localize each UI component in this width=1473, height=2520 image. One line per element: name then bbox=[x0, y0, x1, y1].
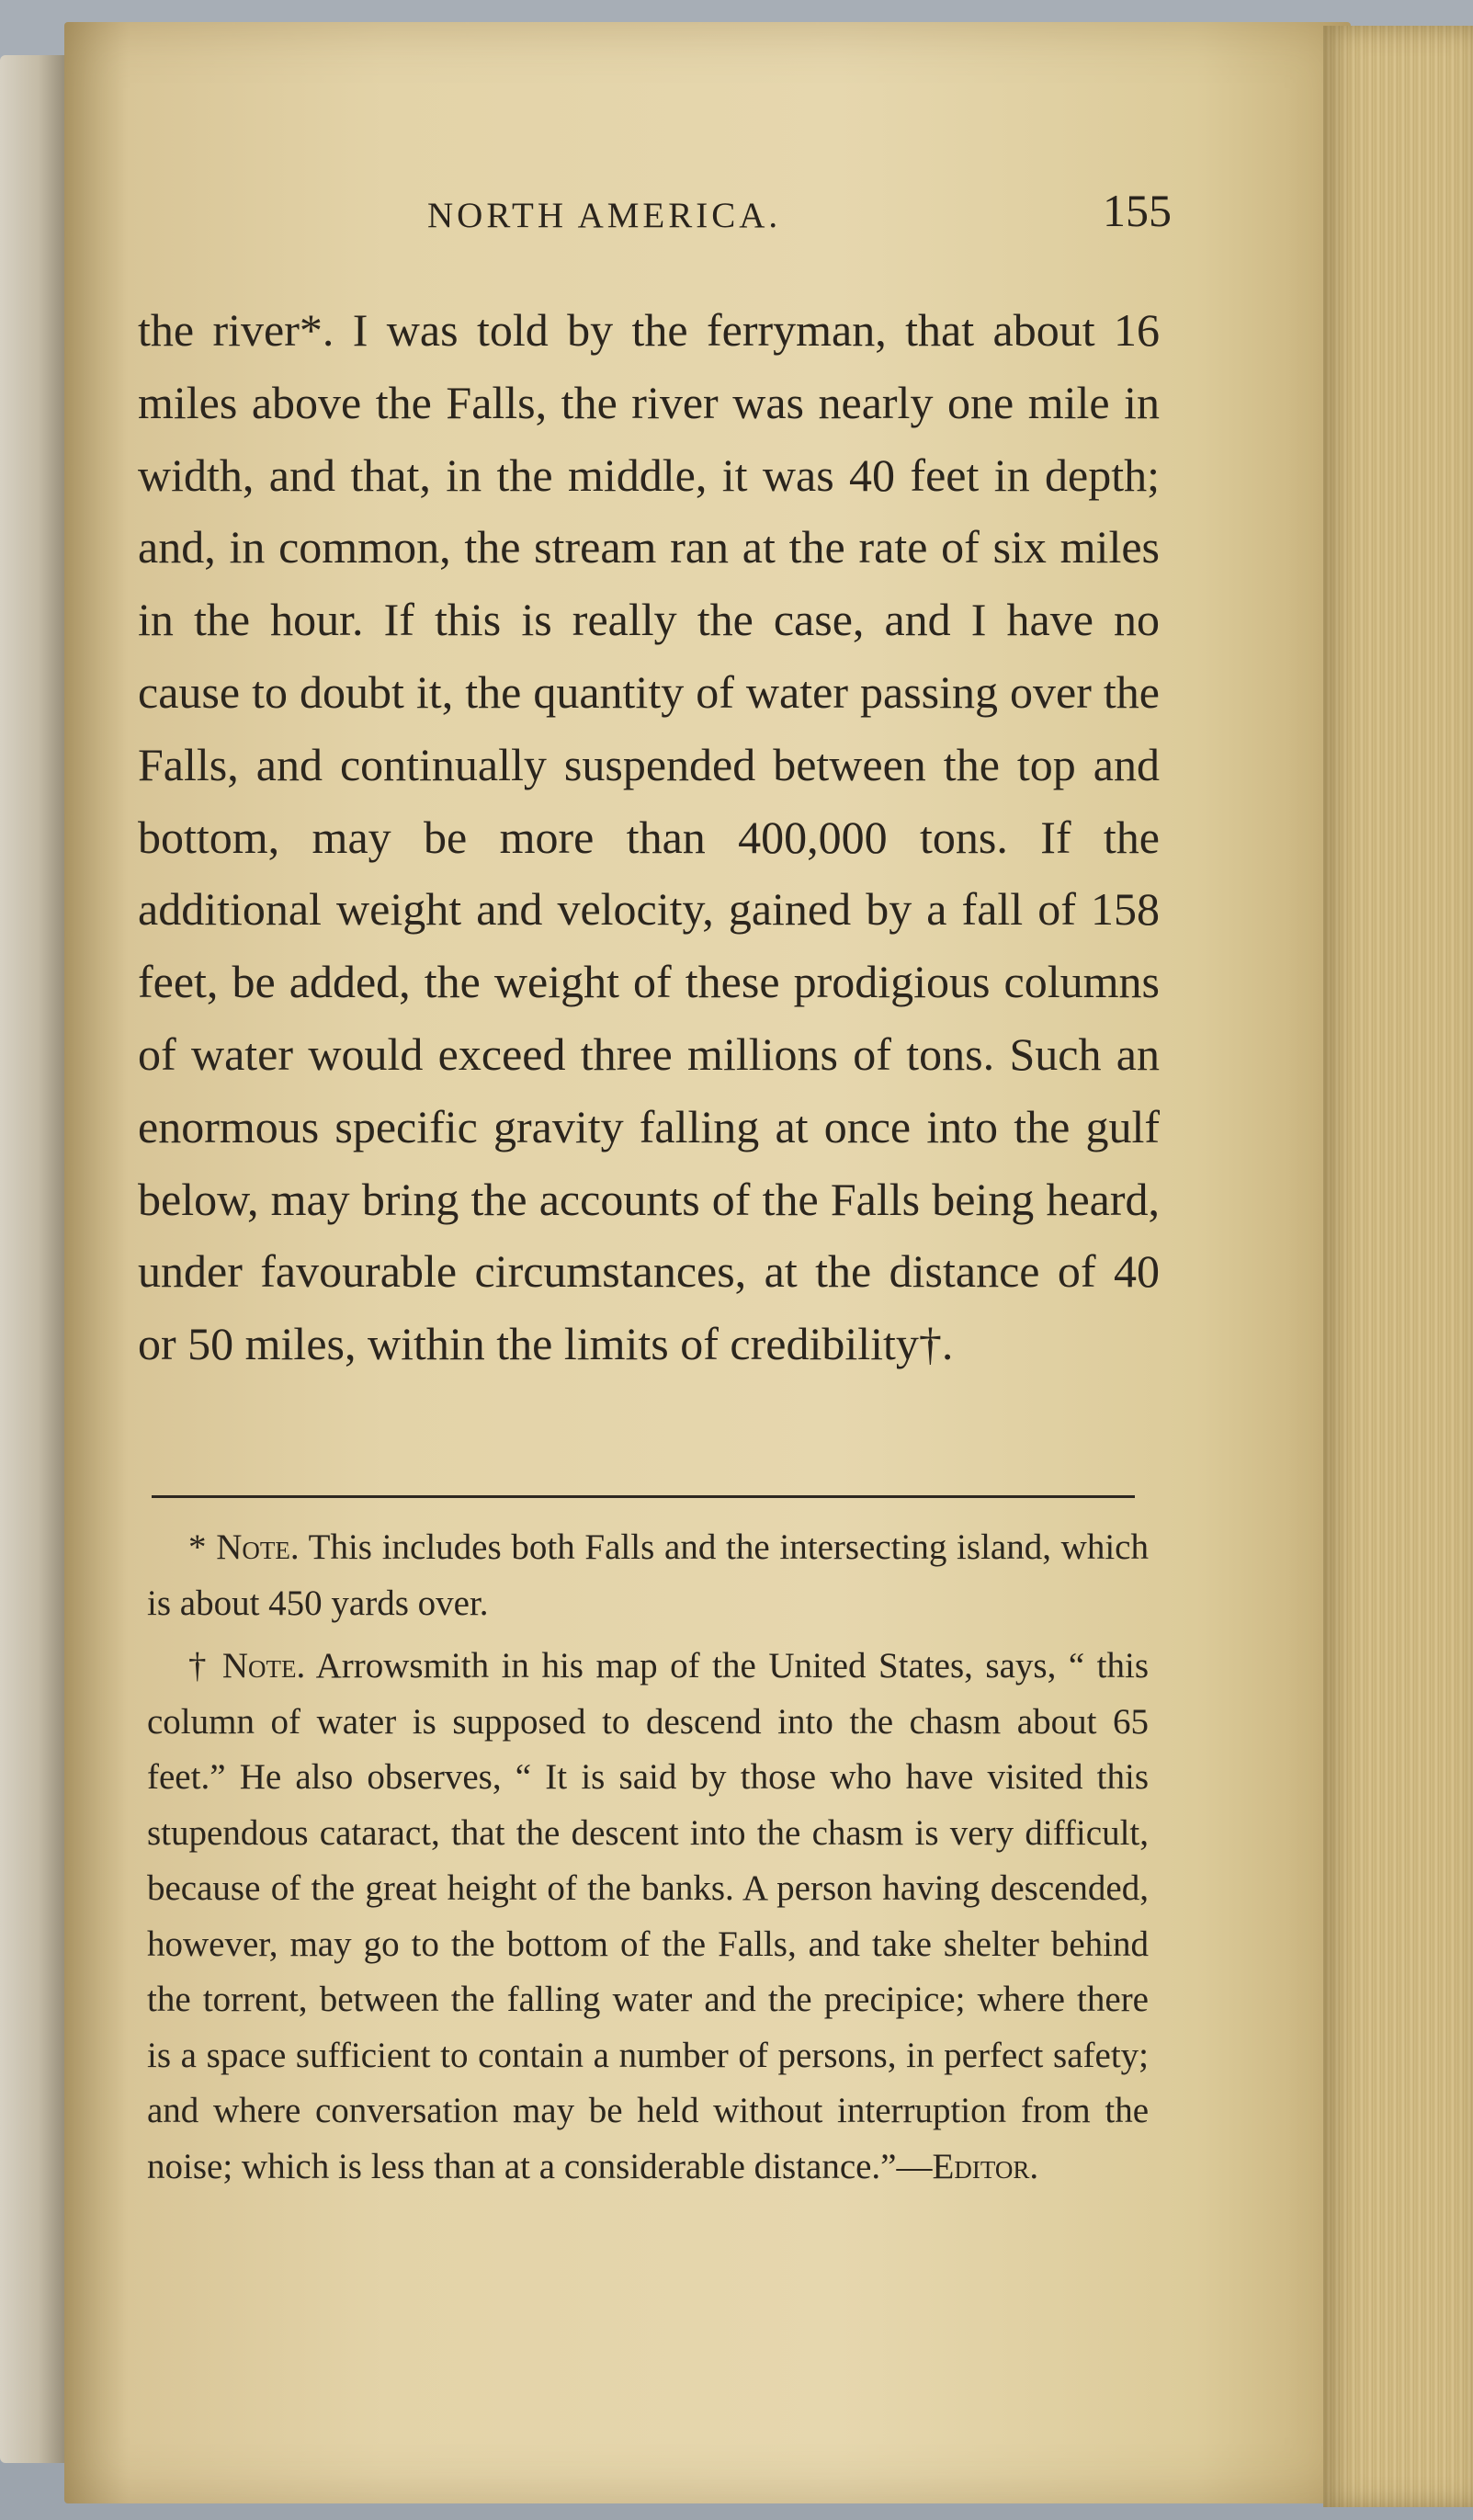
footnote-rule bbox=[152, 1495, 1135, 1498]
left-page-edge bbox=[0, 55, 70, 2463]
body-text bbox=[138, 294, 1160, 1380]
body-paragraph: the river*. I was told by the ferryman, that about 16 miles above the Falls, the river was nearly one mile in width, and that, in the middle, it was 40 feet in depth; and, in common, the stream ran at the rate of six miles in the hour. If this is really the case, and I have no cause to doubt it, the quantity of water passing over the Falls, and continually suspended between the top and bottom, may be more than 400,000 tons. If the additional weight and velocity, gained by a fall of 158 feet, be added, the weight of these prodigious columns of water would exceed three millions of tons. Such an enormous specific gravity falling at once into the gulf below, may bring the accounts of the Falls being heard, under favourable circumstances, at the distance of 40 or 50 miles, within the limits of credibility†. bbox=[138, 304, 1160, 1370]
footnote-2-text: Arrowsmith in his map of the United States, says, “ this column of water is supposed to descend into the chasm about 65 feet.” He also observes, “ It is said by those who have visited this stupendous cataract, that the descent into the chasm is very difficult, because of the great height of the banks. A person having descended, however, may go to the bottom of the Falls, and take shelter behind the torrent, between the falling water and the precipice; where there is a space sufficient to contain a number of persons, in perfect safety; and where conversation may be held without interruption from the noise; which is less than at a considerable distance.”— bbox=[147, 1646, 1150, 2186]
footnote-1-mark: * bbox=[188, 1527, 207, 1567]
running-title: NORTH AMERICA. bbox=[427, 196, 782, 235]
footnote-2-signature: Editor. bbox=[932, 2146, 1039, 2186]
footnotes bbox=[147, 1520, 1149, 2202]
book-page bbox=[64, 22, 1351, 2503]
footnote-2-mark: † bbox=[188, 1646, 210, 1686]
footnote-2-label: Note. bbox=[221, 1646, 306, 1686]
page-number: 155 bbox=[1103, 185, 1172, 236]
footnote-1 bbox=[147, 1520, 1149, 1631]
footnote-1-label: Note. bbox=[216, 1527, 300, 1567]
fore-edge-pages bbox=[1323, 26, 1473, 2507]
footnote-2 bbox=[147, 1639, 1149, 2195]
footnote-1-text: This includes both Falls and the intersecting island, which is about 450 yards over. bbox=[147, 1527, 1149, 1623]
page-header bbox=[427, 184, 1172, 248]
